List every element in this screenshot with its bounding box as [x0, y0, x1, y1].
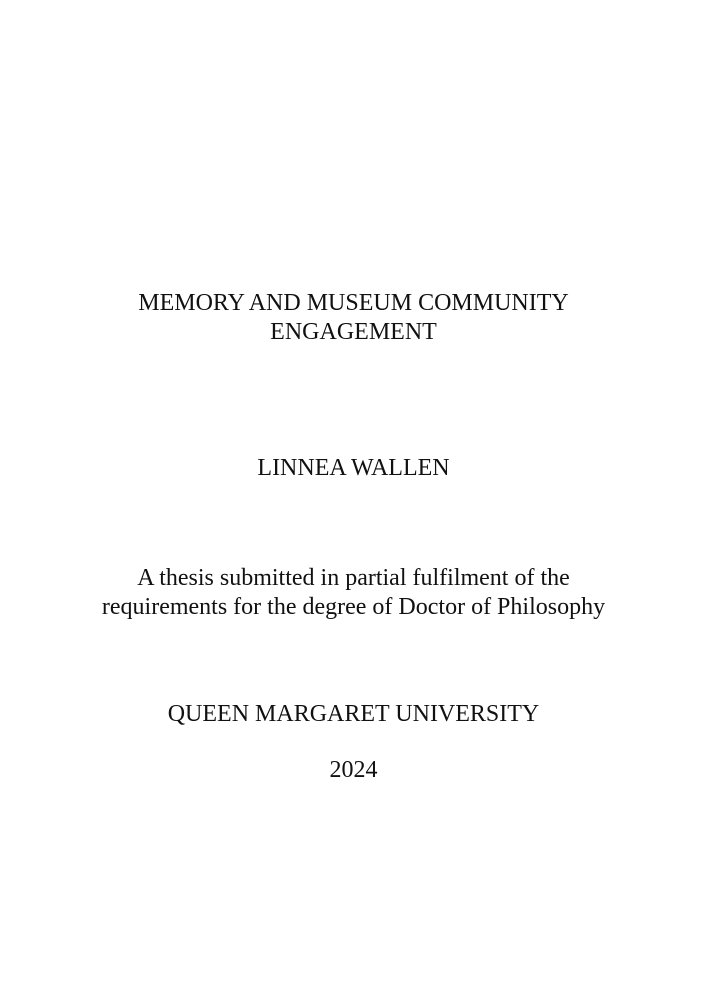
degree-statement-line-1: A thesis submitted in partial fulfilment of the	[137, 565, 570, 591]
author-name: LINNEA WALLEN	[257, 455, 450, 481]
degree-statement-line-2: requirements for the degree of Doctor of Philosophy	[101, 594, 606, 620]
thesis-title-line-2: ENGAGEMENT	[270, 319, 437, 345]
institution-name: QUEEN MARGARET UNIVERSITY	[167, 701, 540, 727]
submission-year: 2024	[329, 757, 378, 783]
thesis-title-line-1: MEMORY AND MUSEUM COMMUNITY	[138, 290, 569, 316]
